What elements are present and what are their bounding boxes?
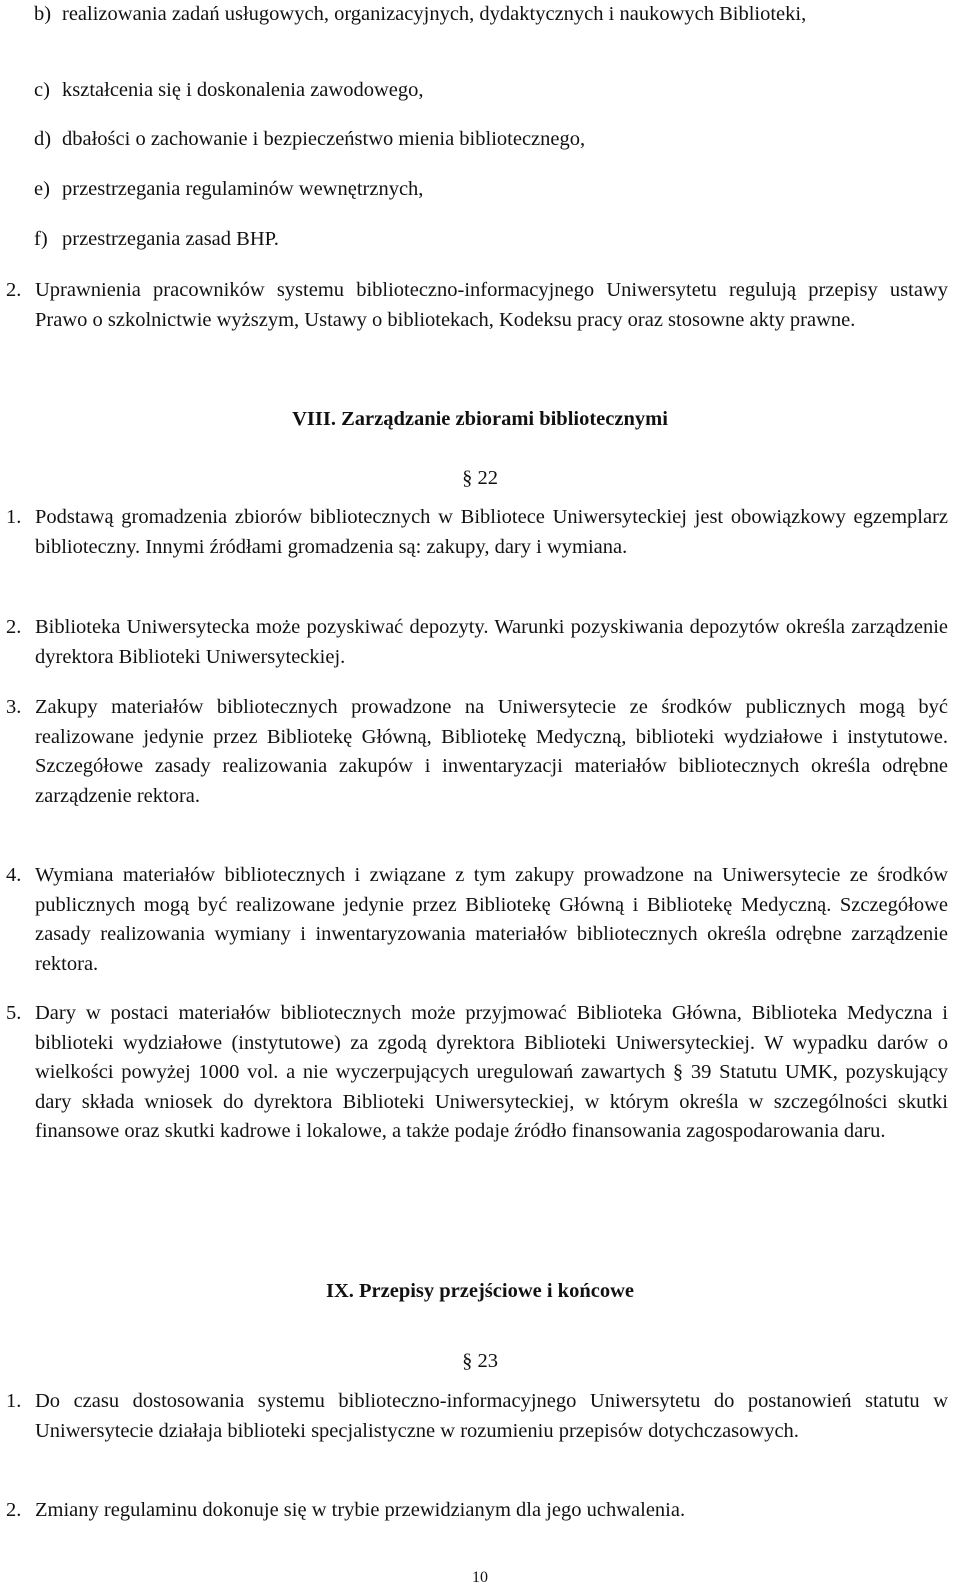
paragraph-number: 2.: [6, 1499, 22, 1521]
list-item-text: kształcenia się i doskonalenia zawodowego,: [62, 79, 424, 101]
list-item-marker: b): [34, 3, 52, 25]
paragraph-text: Uprawnienia pracowników systemu biblioteczno-informacyjnego Uniwersytetu regulują przepisy ustawy Prawo o szkolnictwie wyższym, Ustawy o bibliotekach, Kodeksu pracy oraz stosowne akty prawne.: [35, 279, 948, 331]
paragraph-text: Wymiana materiałów bibliotecznych i związane z tym zakupy prowadzone na Uniwersytecie ze środków publicznych mogą być realizowane jedynie przez Bibliotekę Główną i Bibliotekę Medyczną. Szczegółowe zasady realizowania wymiany i inwentaryzowania materiałów bibliotecznych określa odrębne zarządzenie rektora.: [35, 864, 948, 975]
list-item-marker: d): [34, 128, 52, 150]
section-heading-ix: IX. Przepisy przejściowe i końcowe: [325, 1280, 634, 1302]
paragraph-number: 3.: [6, 696, 22, 718]
paragraph-text: Zakupy materiałów bibliotecznych prowadzone na Uniwersytecie ze środków publicznych mogą być realizowane jedynie przez Bibliotekę Główną, Bibliotekę Medyczną, biblioteki wydziałowe i instytutowe. Szczegółowe zasady realizowania zakupów i inwentaryzacji materiałów bibliotecznych określa odrębne zarządzenie rektora.: [35, 696, 948, 807]
paragraph-text: Zmiany regulaminu dokonuje się w trybie przewidzianym dla jego uchwalenia.: [35, 1499, 686, 1521]
list-item-marker: c): [34, 79, 50, 101]
paragraph-number: 5.: [6, 1002, 22, 1024]
list-item-text: przestrzegania zasad BHP.: [62, 228, 279, 250]
list-item-text: realizowania zadań usługowych, organizacyjnych, dydaktycznych i naukowych Biblioteki,: [62, 3, 807, 25]
paragraph-number: 2.: [6, 616, 22, 638]
list-item-marker: e): [34, 178, 50, 200]
list-item-marker: f): [34, 228, 48, 250]
page-number: 10: [472, 1569, 488, 1586]
paragraph-text: Do czasu dostosowania systemu biblioteczno-informacyjnego Uniwersytetu do postanowień statutu w Uniwersytecie działaja biblioteki specjalistyczne w rozumieniu przepisów dotychczasowych.: [35, 1390, 948, 1442]
paragraph-number: 1.: [6, 506, 22, 528]
list-item-text: dbałości o zachowanie i bezpieczeństwo mienia bibliotecznego,: [62, 128, 586, 150]
paragraph-sign-22: § 22: [462, 467, 498, 489]
paragraph-number: 1.: [6, 1390, 22, 1412]
paragraph-text: Biblioteka Uniwersytecka może pozyskiwać depozyty. Warunki pozyskiwania depozytów określa zarządzenie dyrektora Biblioteki Uniwersyteckiej.: [35, 616, 948, 668]
section-heading-viii: VIII. Zarządzanie zbiorami bibliotecznymi: [292, 408, 668, 430]
list-item-text: przestrzegania regulaminów wewnętrznych,: [62, 178, 424, 200]
paragraph-text: Dary w postaci materiałów bibliotecznych może przyjmować Biblioteka Główna, Biblioteka Medyczna i biblioteki wydziałowe (instytutowe) za zgodą dyrektora Biblioteki Uniwersyteckiej. W wypadku darów o wielkości powyżej 1000 vol. a nie wyczerpujących uregulowań zawartych § 39 Statutu UMK, pozyskujący dary składa wniosek do dyrektora Biblioteki Uniwersyteckiej, w którym określa w szczególności skutki finansowe oraz skutki kadrowe i lokalowe, a także podaje źródło finansowania zagospodarowania daru.: [35, 1002, 948, 1142]
paragraph-number: 4.: [6, 864, 22, 886]
paragraph-sign-23: § 23: [462, 1350, 498, 1372]
paragraph-number: 2.: [6, 279, 22, 301]
paragraph-text: Podstawą gromadzenia zbiorów bibliotecznych w Bibliotece Uniwersyteckiej jest obowiązkowy egzemplarz biblioteczny. Innymi źródłami gromadzenia są: zakupy, dary i wymiana.: [35, 506, 948, 558]
